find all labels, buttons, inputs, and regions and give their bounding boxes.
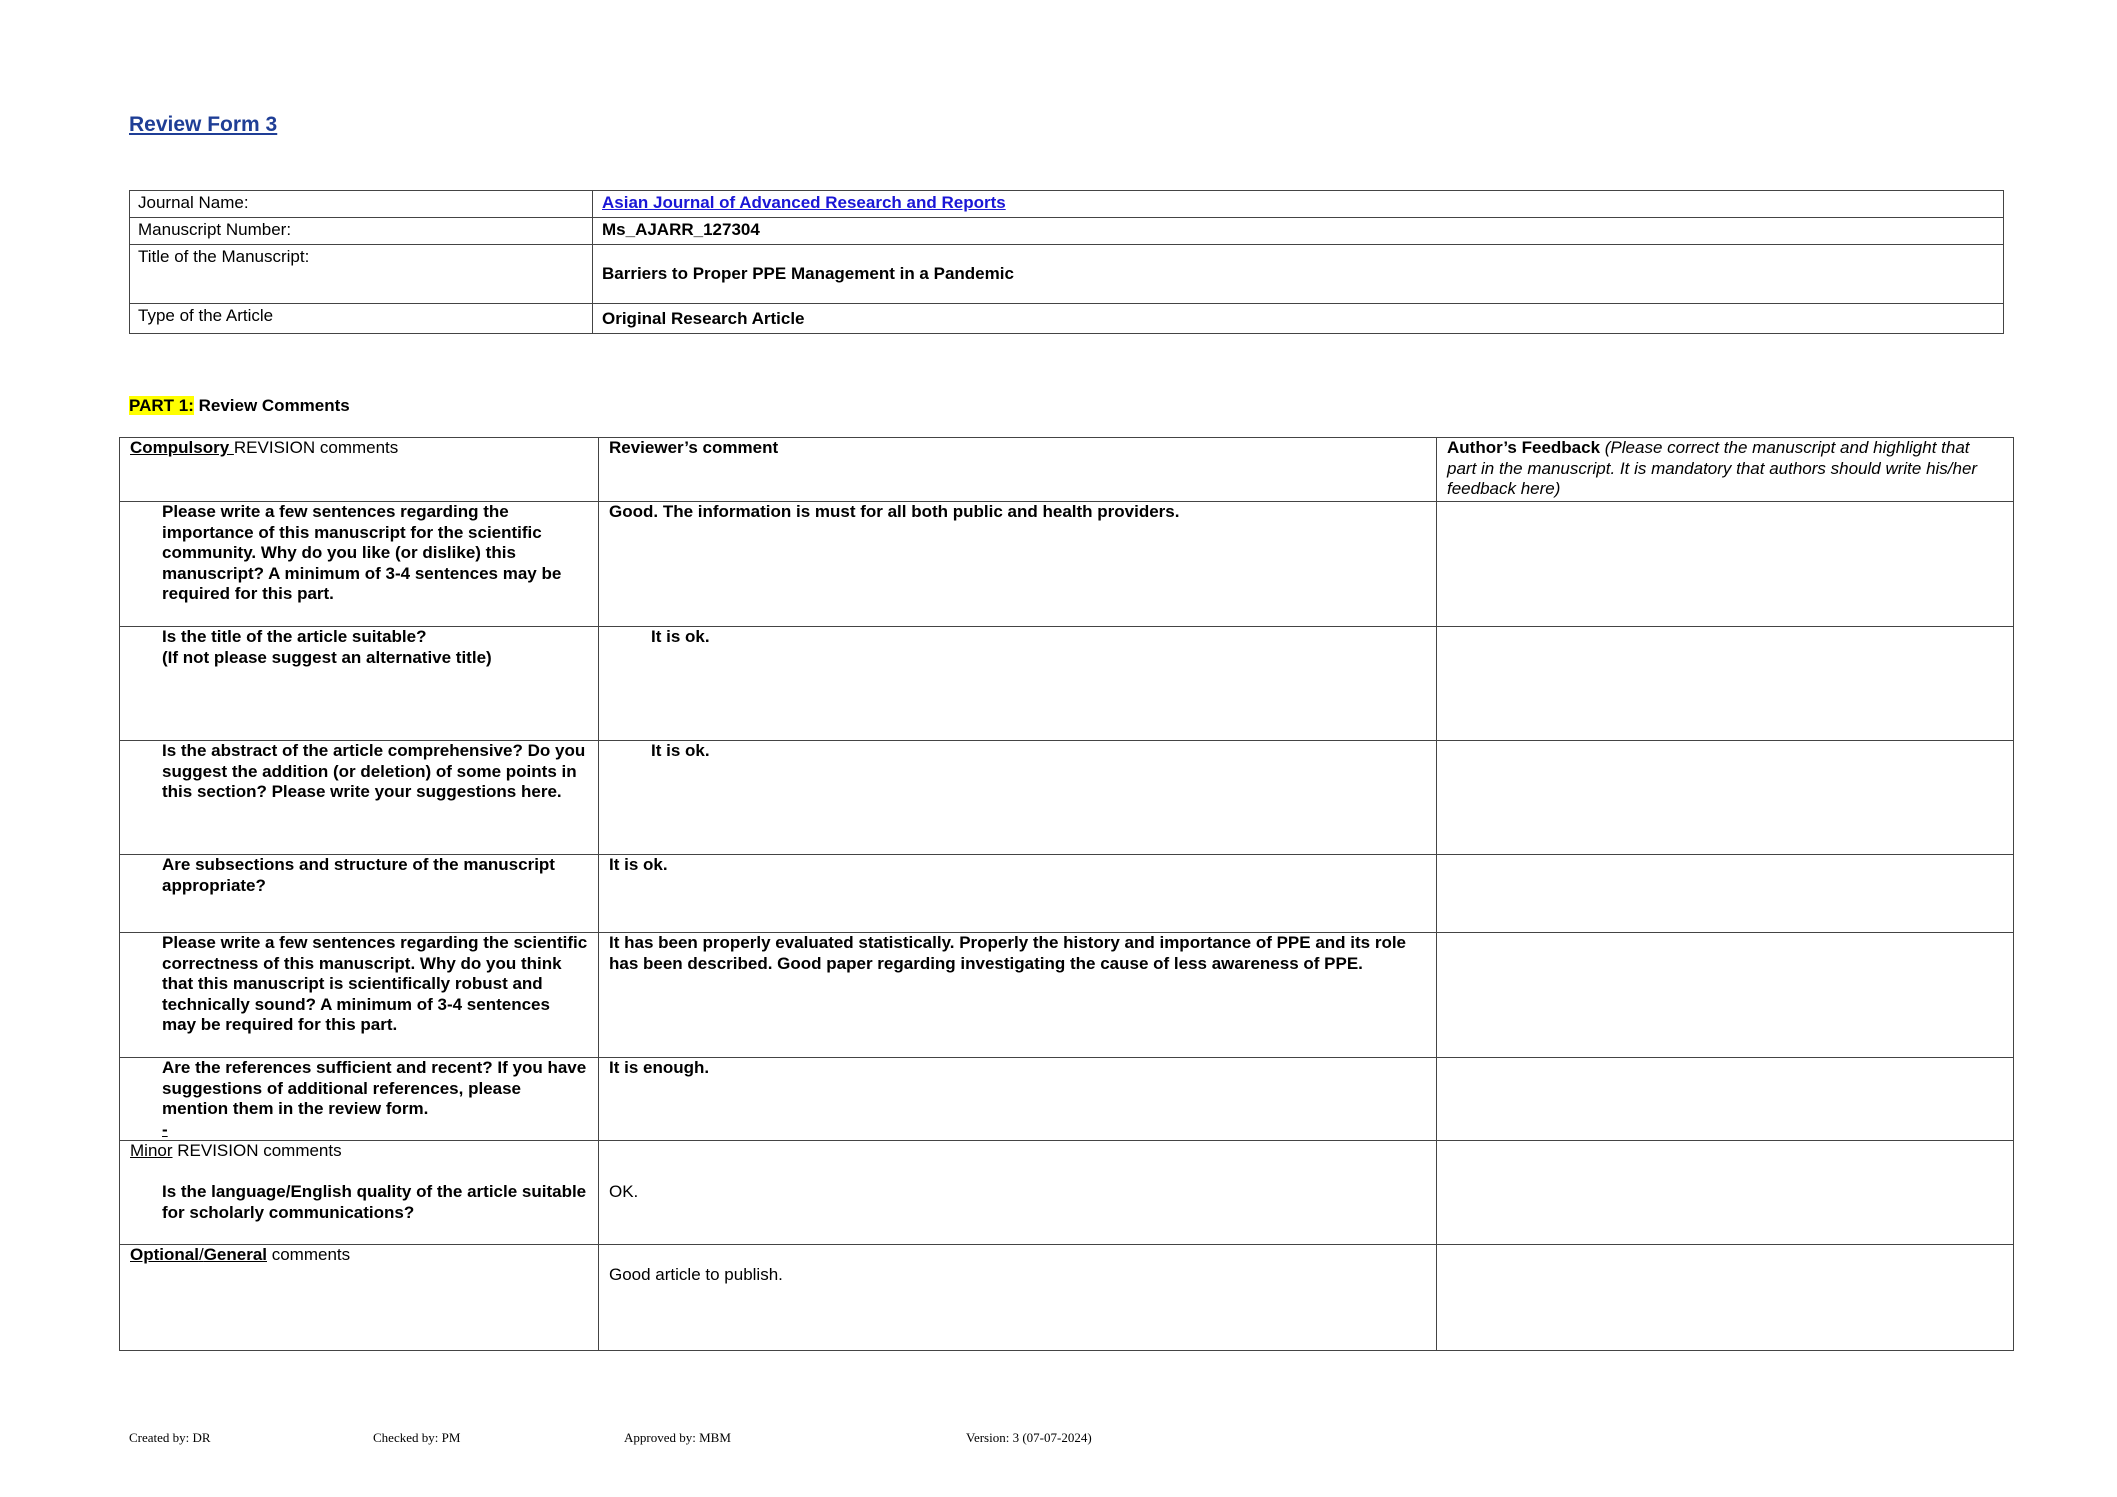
optional-general-cell: Optional/General comments: [120, 1245, 599, 1351]
author-feedback-cell[interactable]: [1437, 502, 2014, 627]
part1-heading: [129, 396, 350, 416]
article-type-row: [130, 304, 2004, 334]
question-cell: Are subsections and structure of the manuscript appropriate?: [120, 855, 599, 933]
manuscript-title-value: Barriers to Proper PPE Management in a Pandemic: [593, 245, 2004, 304]
author-feedback-cell[interactable]: [1437, 855, 2014, 933]
reviewer-comment-cell: It is enough.: [599, 1058, 1437, 1141]
reviewer-comment-cell: Good. The information is must for all both public and health providers.: [599, 502, 1437, 627]
minor-revision-label: Minor REVISION comments: [130, 1141, 342, 1161]
reviewer-comment-cell: It is ok.: [599, 741, 1437, 855]
footer-checked-by: Checked by: PM: [373, 1430, 461, 1445]
part1-prefix: PART 1:: [129, 396, 194, 415]
header-author-feedback: Author’s Feedback (Please correct the manuscript and highlight that part in the manuscript. It is mandatory that authors should write his/her feedback here): [1437, 438, 2014, 502]
review-comments-table: [119, 437, 2014, 1351]
table-row: [120, 741, 2014, 855]
table-row: [120, 933, 2014, 1058]
manuscript-title-row: [130, 245, 2004, 304]
header-compulsory: Compulsory REVISION comments: [120, 438, 599, 502]
author-feedback-cell[interactable]: [1437, 1058, 2014, 1141]
reviewer-comment-cell: It is ok.: [599, 627, 1437, 741]
footer-version: Version: 3 (07-07-2024): [966, 1430, 1092, 1445]
question-text: Is the language/English quality of the article suitable for scholarly communications?: [162, 1181, 587, 1222]
reviewer-comment-cell: It has been properly evaluated statistically. Properly the history and importance of PPE and its role has been described. Good paper regarding investigating the cause of less awareness of PPE.: [599, 933, 1437, 1058]
reviewer-comment-cell: It is ok.: [599, 855, 1437, 933]
article-type-label: Type of the Article: [130, 304, 593, 334]
table-header-row: [120, 438, 2014, 502]
table-row: [120, 1058, 2014, 1141]
journal-row: [130, 191, 2004, 218]
question-cell: Is the title of the article suitable? (If not please suggest an alternative title): [120, 627, 599, 741]
footer-approved-by: Approved by: MBM: [624, 1430, 731, 1445]
optional-comments-row: [120, 1245, 2014, 1351]
manuscript-number-value: Ms_AJARR_127304: [593, 218, 2004, 245]
question-cell: Please write a few sentences regarding the importance of this manuscript for the scientific community. Why do you like (or dislike) this manuscript? A minimum of 3-4 sentences may be required for this part.: [120, 502, 599, 627]
manuscript-number-label: Manuscript Number:: [130, 218, 593, 245]
author-feedback-cell[interactable]: [1437, 741, 2014, 855]
minor-revision-row: [120, 1141, 2014, 1245]
footer-created-by: Created by: DR: [129, 1430, 211, 1445]
header-reviewer-comment: Reviewer’s comment: [599, 438, 1437, 502]
manuscript-title-label: Title of the Manuscript:: [130, 245, 593, 304]
part1-title: Review Comments: [198, 396, 350, 415]
table-row: [120, 855, 2014, 933]
author-feedback-cell[interactable]: [1437, 1141, 2014, 1245]
question-cell: Are the references sufficient and recent? If you have suggestions of additional references, please mention them in the review form. -: [120, 1058, 599, 1141]
author-feedback-cell[interactable]: [1437, 627, 2014, 741]
author-feedback-cell[interactable]: [1437, 1245, 2014, 1351]
manuscript-number-row: [130, 218, 2004, 245]
table-row: [120, 502, 2014, 627]
manuscript-info-table: [129, 190, 2004, 334]
reviewer-comment-cell: OK.: [599, 1141, 1437, 1245]
author-feedback-cell[interactable]: [1437, 933, 2014, 1058]
journal-link[interactable]: Asian Journal of Advanced Research and Reports: [602, 193, 1006, 212]
question-cell: Please write a few sentences regarding the scientific correctness of this manuscript. Why do you think that this manuscript is scientifically robust and technically sound? A minimum of 3-4 sentences may be required for this part.: [120, 933, 599, 1058]
form-title: Review Form 3: [129, 113, 278, 136]
article-type-value: Original Research Article: [593, 304, 2004, 334]
question-cell: Is the abstract of the article comprehensive? Do you suggest the addition (or deletion) of some points in this section? Please write your suggestions here.: [120, 741, 599, 855]
minor-revision-cell: [120, 1141, 599, 1245]
reviewer-comment-cell: Good article to publish.: [599, 1245, 1437, 1351]
table-row: [120, 627, 2014, 741]
journal-label: Journal Name:: [130, 191, 593, 218]
